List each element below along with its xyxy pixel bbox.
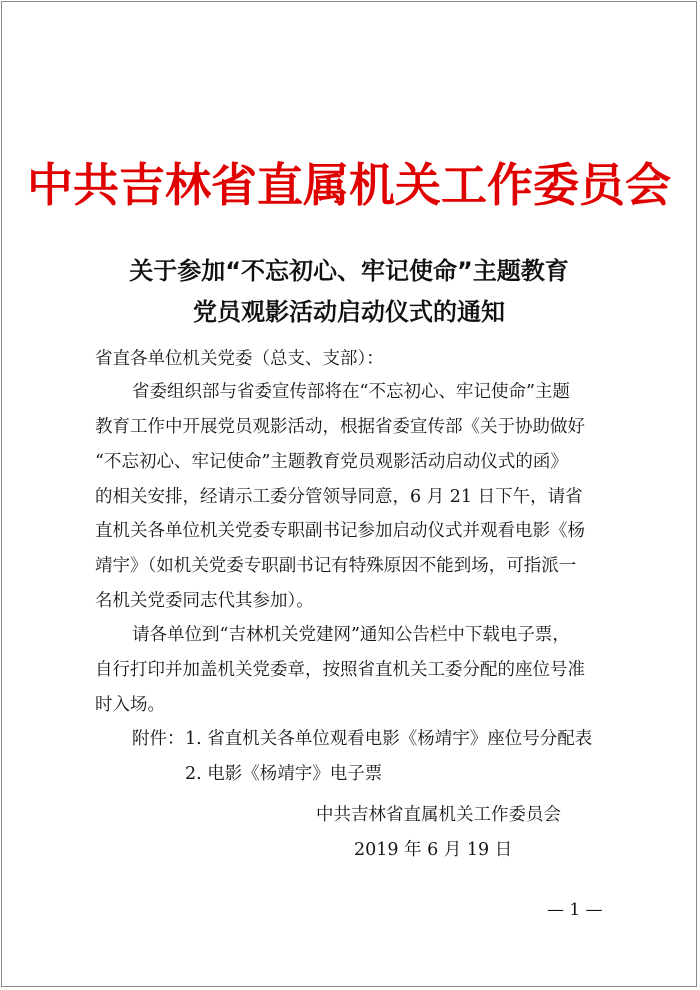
signing-organization: 中共吉林省直属机关工作委员会 (316, 805, 561, 825)
paragraph-line: “不忘初心、牢记使命”主题教育党员观影活动启动仪式的函》 (95, 452, 568, 472)
paragraph-line: 自行打印并加盖机关党委章，按照省直机关工委分配的座位号准 (95, 660, 585, 680)
paragraph-line: 时入场。 (95, 695, 165, 715)
attachment-item: 2. 电影《杨靖宇》电子票 (185, 764, 383, 784)
salutation: 省直各单位机关党委（总支、支部）： (95, 349, 384, 369)
paragraph-line: 教育工作中开展党员观影活动，根据省委宣传部《关于协助做好 (95, 417, 585, 437)
attachment-item: 1. 省直机关各单位观看电影《杨靖宇》座位号分配表 (185, 729, 593, 749)
paragraph-line: 名机关党委同志代其参加）。 (95, 591, 314, 611)
page-number: — 1 — (547, 900, 603, 920)
paragraph-line: 请各单位到“吉林机关党建网”通知公告栏中下载电子票， (132, 625, 570, 645)
signing-date: 2019 年 6 月 19 日 (354, 840, 513, 860)
paragraph-line: 省委组织部与省委宣传部将在“不忘初心、牢记使命”主题 (132, 382, 570, 402)
document-page (1, 1, 697, 987)
document-title-line-1: 关于参加“不忘初心、牢记使命”主题教育 (129, 257, 569, 285)
attachments-label: 附件： (132, 729, 185, 749)
issuer-masthead: 中共吉林省直属机关工作委员会 (27, 158, 671, 212)
paragraph-line: 靖宇》（如机关党委专职副书记有特殊原因不能到场，可指派一 (95, 556, 577, 576)
paragraph-line: 的相关安排，经请示工委分管领导同意，6 月 21 日下午，请省 (95, 487, 583, 507)
paragraph-line: 直机关各单位机关党委专职副书记参加启动仪式并观看电影《杨 (95, 521, 585, 541)
document-title-line-2: 党员观影活动启动仪式的通知 (193, 298, 505, 326)
